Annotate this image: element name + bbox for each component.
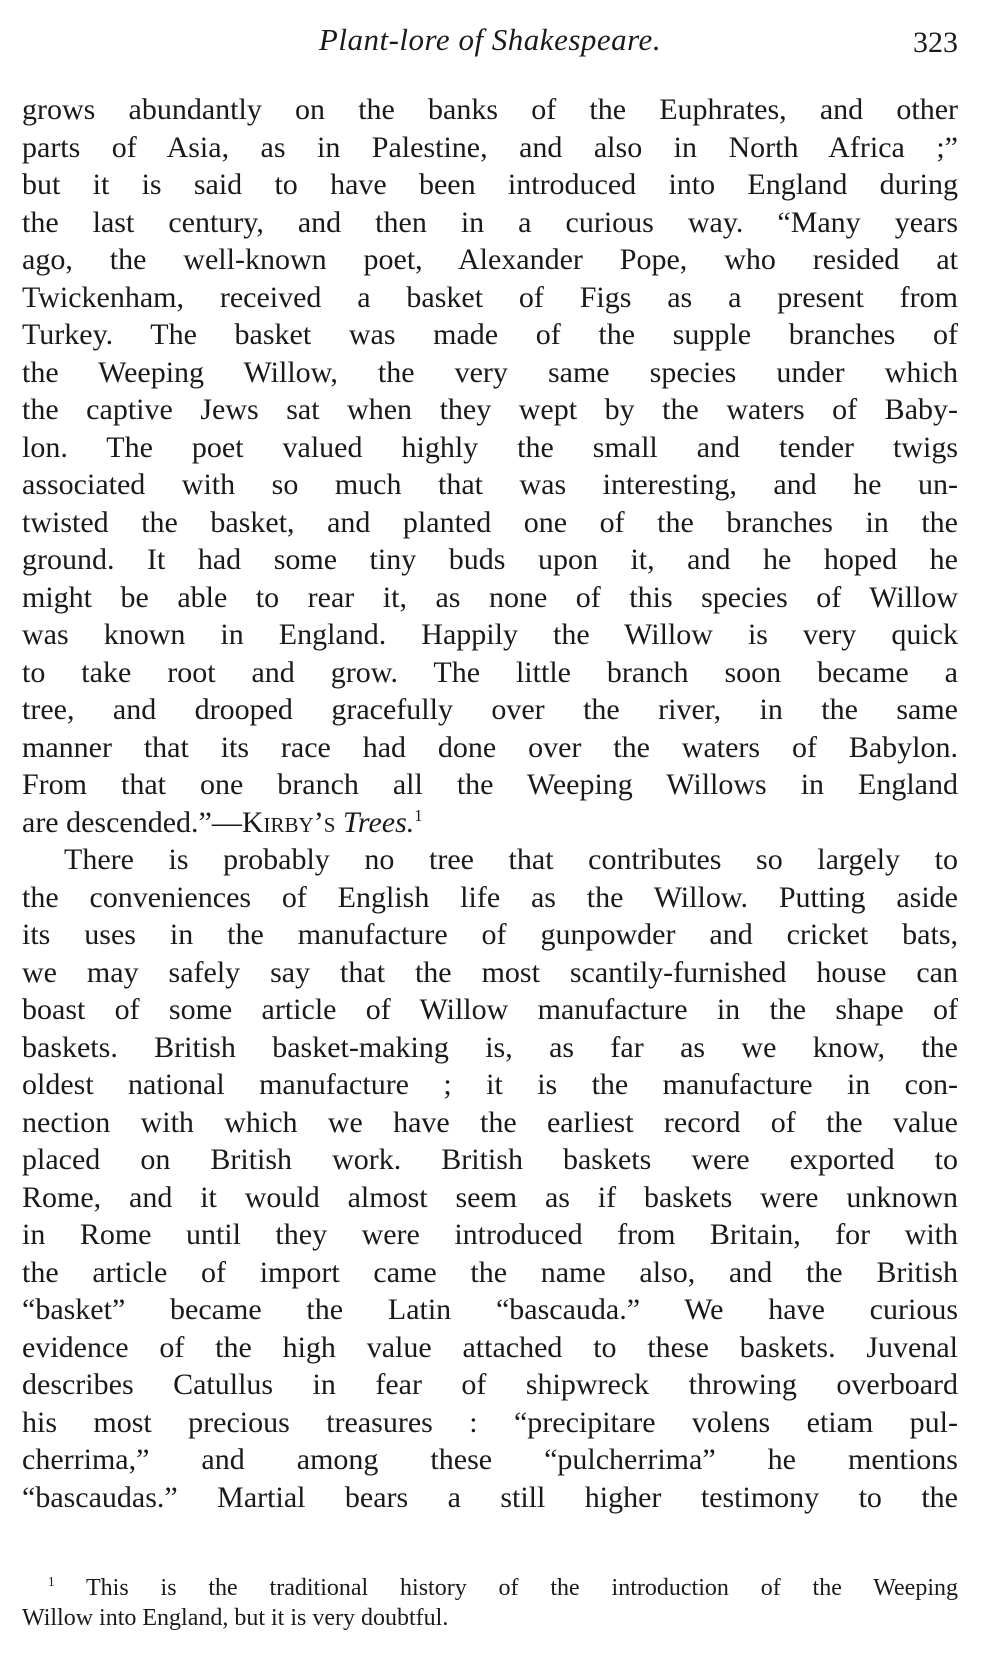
text-line: evidence of the high value attached to these baskets. Juvenal — [22, 1330, 958, 1364]
text-line: baskets. British basket-making is, as far as we know, the — [22, 1030, 958, 1064]
text-line: nection with which we have the earliest record of the value — [22, 1105, 958, 1139]
text-line: “bascaudas.” Martial bears a still higher testimony to the — [22, 1480, 958, 1514]
text-line: There is probably no tree that contributes so largely to — [64, 843, 958, 876]
footnote-mark: 1 — [48, 1574, 55, 1589]
text-line: twisted the basket, and planted one of the branches in the — [22, 505, 958, 539]
main-text — [22, 91, 958, 1516]
text-line: describes Catullus in fear of shipwreck throwing overboard — [22, 1368, 958, 1401]
text-line: might be able to rear it, as none of this species of Willow — [22, 580, 958, 614]
text-line: manner that its race had done over the waters of Babylon. — [22, 730, 958, 764]
text-line: placed on British work. British baskets were exported to — [22, 1143, 958, 1176]
text-line: the article of import came the name also, and the British — [22, 1255, 958, 1289]
text-line: Turkey. The basket was made of the supple branches of — [22, 318, 958, 351]
text-line: in Rome until they were introduced from Britain, for with — [22, 1218, 958, 1251]
text-line: From that one branch all the Weeping Willows in England — [22, 768, 958, 801]
text-line: oldest national manufacture ; it is the manufacture in con- — [22, 1068, 958, 1101]
text-line: associated with so much that was interesting, and he un- — [22, 468, 958, 501]
footnote-block — [22, 1573, 958, 1633]
text-line: cherrima,” and among these “pulcherrima” he mentions — [22, 1443, 958, 1476]
page-header — [22, 22, 958, 66]
footnote-text: This is the traditional history of the introduction of the Weeping — [86, 1575, 958, 1601]
text-line: Rome, and it would almost seem as if baskets were unknown — [22, 1180, 958, 1214]
footnote-reference: 1 — [414, 805, 423, 825]
text-line: lon. The poet valued highly the small and tender twigs — [22, 430, 958, 464]
citation-title: Trees. — [342, 805, 415, 839]
text-line-citation — [22, 804, 958, 842]
footnote-line — [22, 1573, 958, 1603]
text-line: his most precious treasures : “precipitare volens etiam pul- — [22, 1405, 958, 1439]
text-line: the conveniences of English life as the Willow. Putting aside — [22, 880, 958, 914]
text-line: was known in England. Happily the Willow is very quick — [22, 618, 958, 651]
text-line: parts of Asia, as in Palestine, and also in North Africa ;” — [22, 130, 958, 164]
running-title: Plant-lore of Shakespeare. — [318, 22, 662, 57]
text-line: but it is said to have been introduced into England during — [22, 168, 958, 201]
text-line: the last century, and then in a curious way. “Many years — [22, 205, 958, 239]
text-line: to take root and grow. The little branch soon became a — [22, 655, 958, 689]
text-line: Twickenham, received a basket of Figs as a present from — [22, 280, 958, 314]
text-line: its uses in the manufacture of gunpowder and cricket bats, — [22, 918, 958, 951]
citation-lead: are descended.”— — [22, 805, 242, 839]
text-line: ground. It had some tiny buds upon it, and he hoped he — [22, 543, 958, 576]
text-line: we may safely say that the most scantily-furnished house can — [22, 955, 958, 989]
page-number: 323 — [913, 26, 958, 59]
text-line: the captive Jews sat when they wept by the waters of Baby- — [22, 393, 958, 426]
citation-author: Kirby’s — [241, 805, 336, 839]
text-line: the Weeping Willow, the very same species under which — [22, 355, 958, 389]
text-line: grows abundantly on the banks of the Euphrates, and other — [22, 93, 958, 126]
text-line: “basket” became the Latin “bascauda.” We have curious — [22, 1293, 958, 1326]
text-line: boast of some article of Willow manufacture in the shape of — [22, 993, 958, 1026]
text-line: ago, the well-known poet, Alexander Pope, who resided at — [22, 243, 958, 276]
footnote-line: Willow into England, but it is very doubtful. — [22, 1605, 449, 1631]
text-line: tree, and drooped gracefully over the river, in the same — [22, 693, 958, 726]
